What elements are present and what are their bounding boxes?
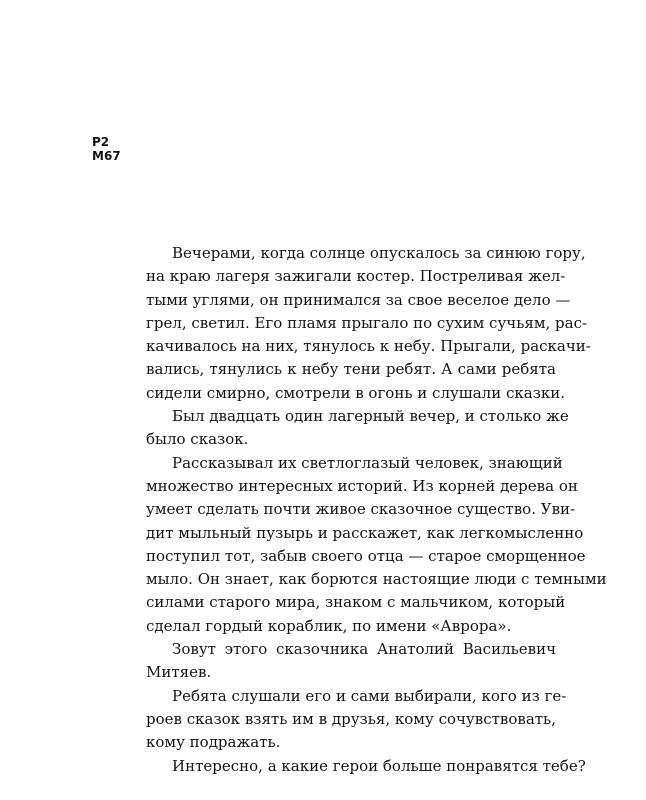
text-line: кому подражать.: [146, 733, 281, 752]
text-line: тыми углями, он принимался за свое веселое дело —: [146, 290, 571, 309]
text-line: множество интересных историй. Из корней дерева он: [146, 476, 578, 495]
text-line: сделал гордый кораблик, по имени «Аврора».: [146, 616, 512, 635]
text-line: дит мыльный пузырь и расскажет, как легкомысленно: [146, 523, 584, 542]
text-line: грел, светил. Его пламя прыгало по сухим сучьям, рас-: [146, 313, 588, 332]
text-line: качивалось на них, тянулось к небу. Прыгали, раскачи-: [146, 337, 591, 356]
text-line: Ребята слушали его и сами выбирали, кого из ге-: [172, 686, 567, 705]
text-line: умеет сделать почти живое сказочное существо. Уви-: [146, 500, 576, 519]
text-line: на краю лагеря зажигали костер. Постреливая жел-: [146, 267, 566, 286]
text-line: Зовут этого сказочника Анатолий Васильевич: [172, 640, 556, 659]
intro-text: [146, 242, 607, 778]
text-line: вались, тянулись к небу тени ребят. А сами ребята: [146, 360, 556, 379]
catalog-index: [92, 135, 121, 163]
text-line: роев сказок взять им в друзья, кому сочувствовать,: [146, 709, 556, 728]
text-line: Был двадцать один лагерный вечер, и столько же: [172, 407, 569, 426]
catalog-code: Р2: [92, 135, 110, 149]
text-line: мыло. Он знает, как борются настоящие люди с темными: [146, 570, 607, 589]
text-line: было сказок.: [146, 430, 249, 449]
text-line: поступил тот, забыв своего отца — старое сморщенное: [146, 546, 586, 565]
author-mark: М67: [92, 149, 121, 163]
text-line: сидели смирно, смотрели в огонь и слушали сказки.: [146, 383, 566, 402]
text-line: Вечерами, когда солнце опускалось за синюю гору,: [172, 244, 586, 262]
text-line: Рассказывал их светлоглазый человек, знающий: [172, 453, 563, 472]
text-line: силами старого мира, знаком с мальчиком, который: [146, 593, 566, 612]
text-line: Интересно, а какие герои больше понравятся тебе?: [172, 756, 586, 775]
text-line: Митяев.: [146, 663, 212, 682]
